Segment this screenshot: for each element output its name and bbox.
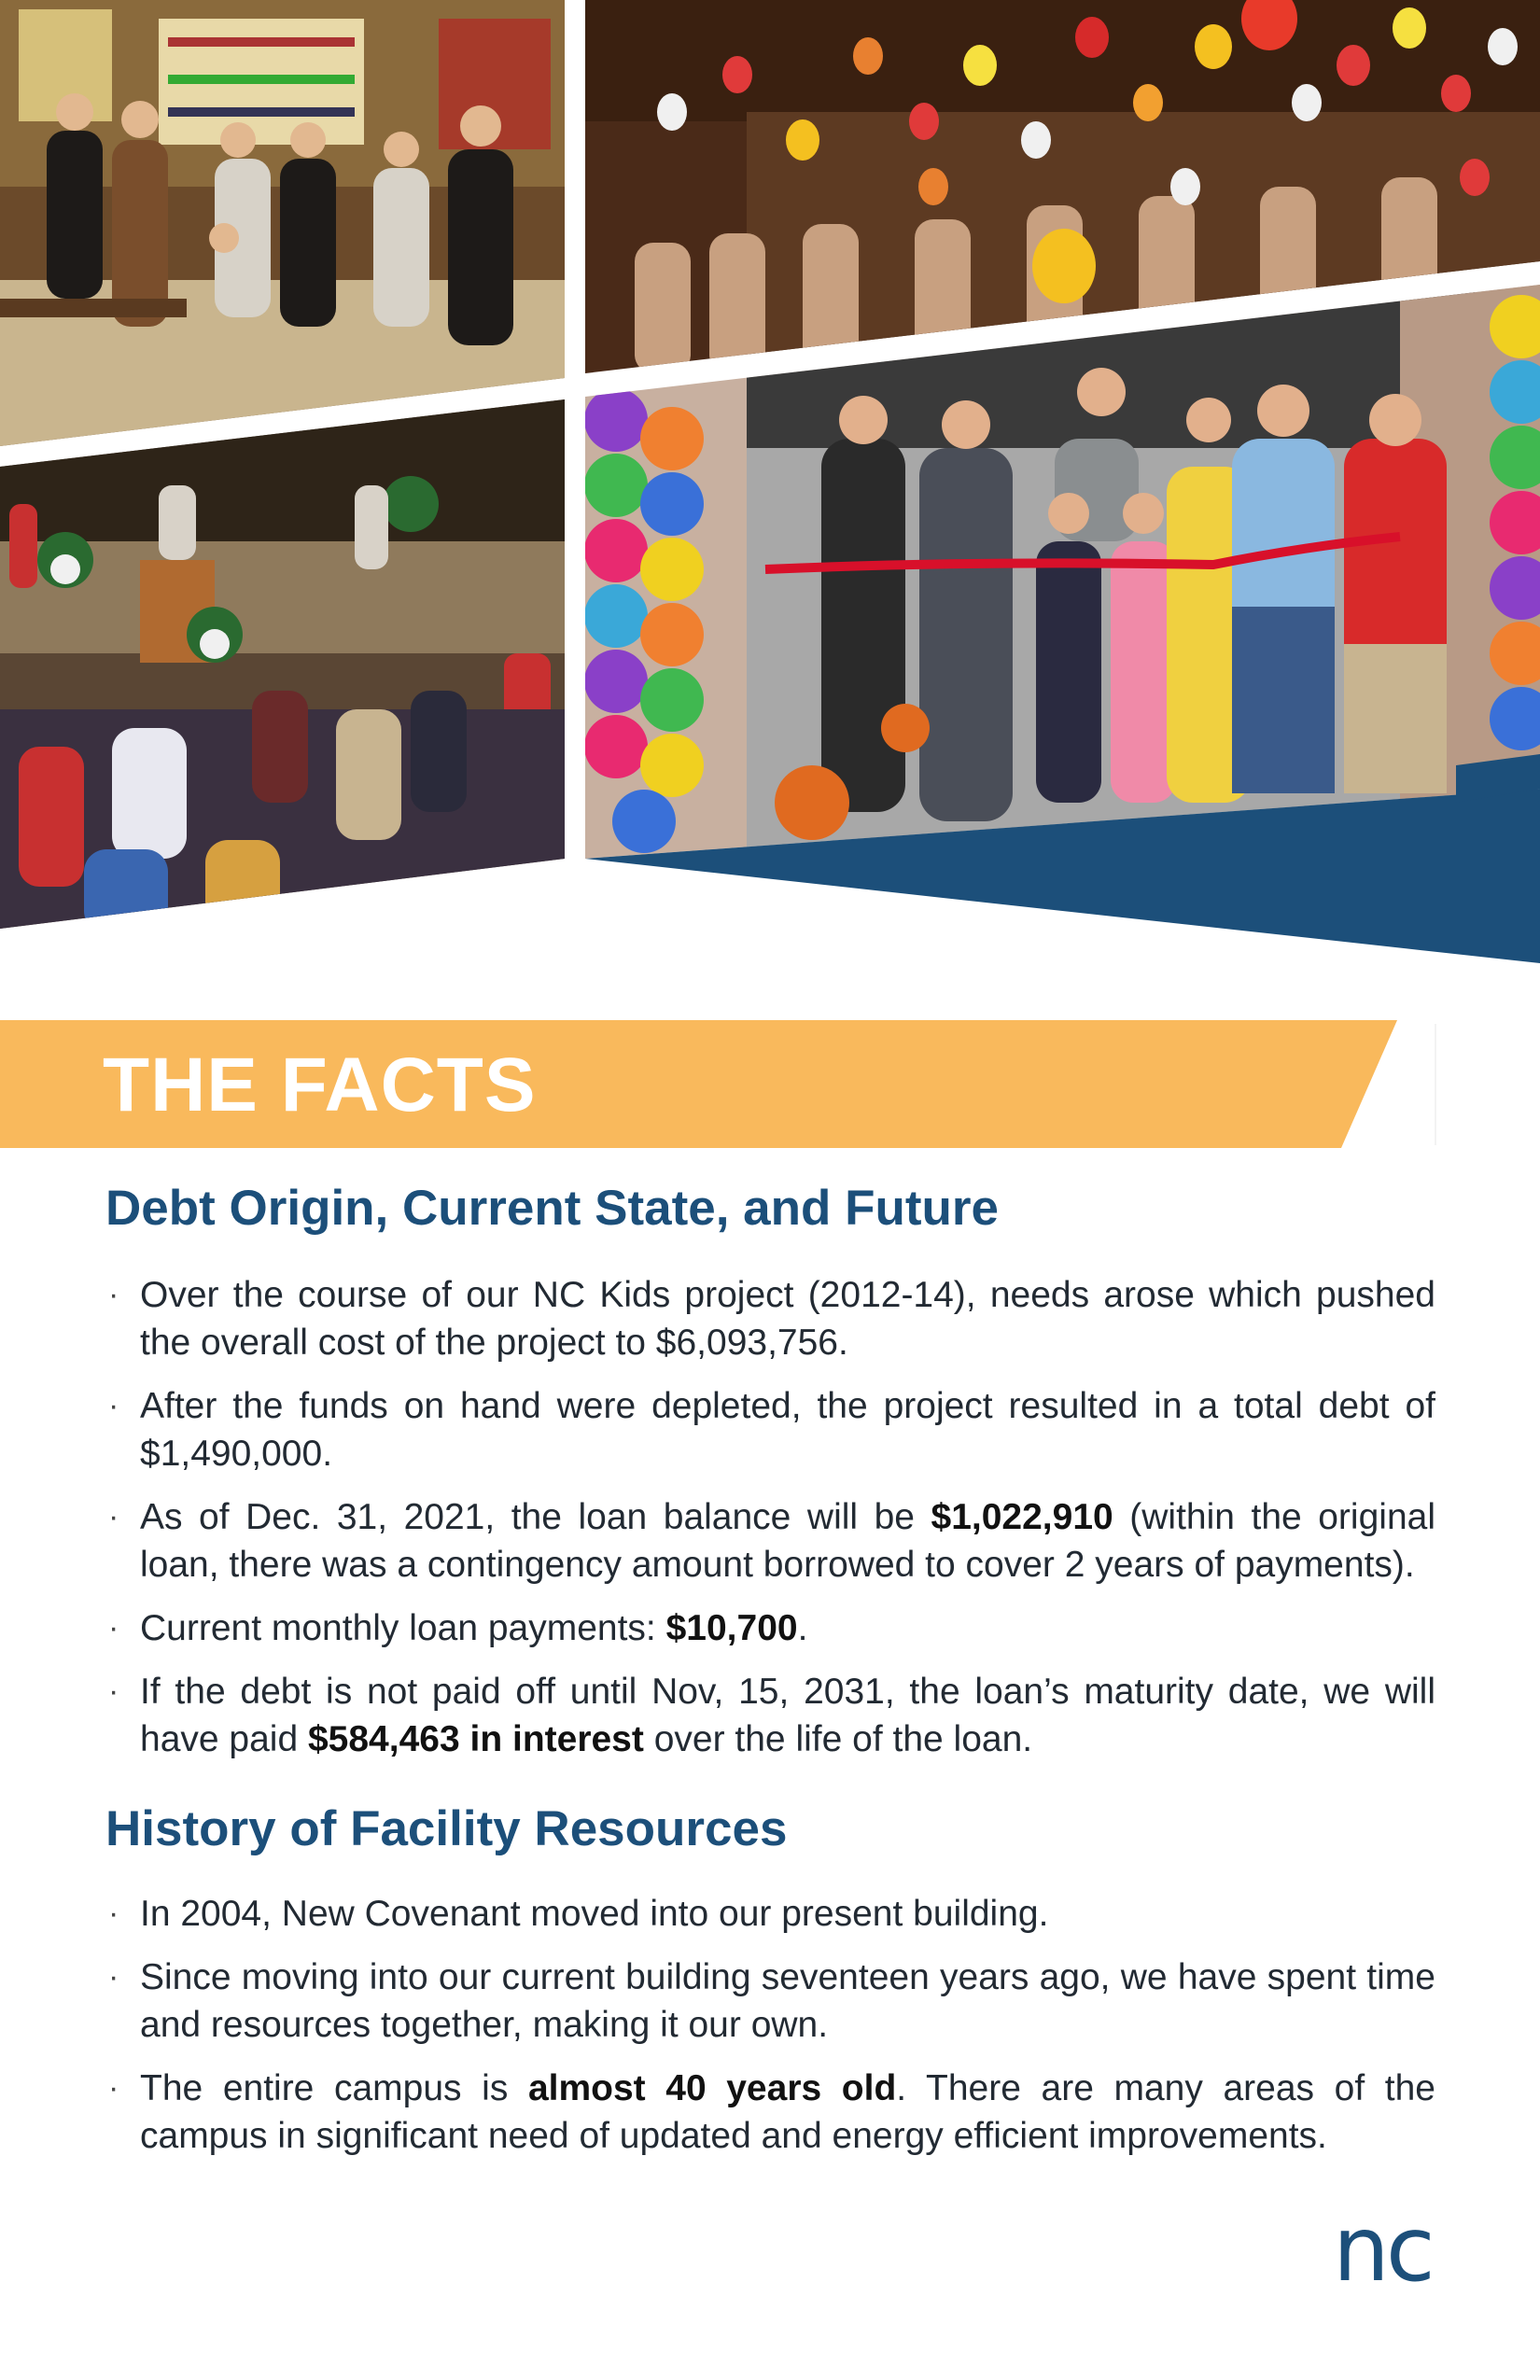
bullet-text: As of Dec. 31, 2021, the loan balance will be $1,022,910 (within the original loan, there was a contingency amount borrowed to cover 2 years of payments).: [140, 1497, 1435, 1585]
section-heading-debt: Debt Origin, Current State, and Future: [105, 1181, 1000, 1236]
bullet-dot: ·: [108, 1277, 119, 1312]
bullet-item: [103, 1890, 1435, 1938]
nc-logo: nc: [1333, 2197, 1432, 2302]
debt-facts-list: [103, 1271, 1435, 1779]
photo-collage: [0, 0, 1540, 971]
bullet-text: Over the course of our NC Kids project (2012-14), needs arose which pushed the overall cost of the project to $6,093,756.: [140, 1275, 1435, 1363]
bullet-item: [103, 2065, 1435, 2160]
bullet-dot: ·: [108, 1673, 119, 1709]
bullet-text: If the debt is not paid off until Nov, 15, 2031, the loan’s maturity date, we will have paid $584,463 in interest over the life of the loan.: [140, 1672, 1435, 1759]
bullet-text: The entire campus is almost 40 years old. There are many areas of the campus in significant need of updated and energy efficient improvements.: [140, 2068, 1435, 2156]
bullet-item: [103, 1668, 1435, 1763]
bullet-text: Current monthly loan payments: $10,700.: [140, 1608, 808, 1648]
bullet-dot: ·: [108, 1388, 119, 1423]
bullet-item: [103, 1271, 1435, 1366]
bullet-dot: ·: [108, 1896, 119, 1931]
bullet-text: Since moving into our current building seventeen years ago, we have spent time and resources together, making it our own.: [140, 1957, 1435, 2045]
bullet-dot: ·: [108, 2070, 119, 2106]
bullet-item: [103, 1953, 1435, 2049]
bullet-item: [103, 1382, 1435, 1477]
bullet-dot: ·: [108, 1610, 119, 1645]
bullet-item: [103, 1604, 1435, 1652]
photo-worship-service: [0, 392, 565, 933]
bullet-item: [103, 1493, 1435, 1589]
photo-choir-1970s: [0, 0, 565, 448]
banner-divider: [1435, 1024, 1436, 1145]
bullet-dot: ·: [108, 1959, 119, 1995]
bullet-text: After the funds on hand were depleted, the project resulted in a total debt of $1,490,000.: [140, 1386, 1435, 1474]
bullet-text: In 2004, New Covenant moved into our present building.: [140, 1894, 1049, 1934]
section-heading-history: History of Facility Resources: [105, 1801, 788, 1856]
facts-title: THE FACTS: [103, 1043, 537, 1127]
bullet-dot: ·: [108, 1499, 119, 1534]
photo-ribbon-cutting: [584, 280, 1540, 859]
history-facts-list: [103, 1890, 1435, 2176]
